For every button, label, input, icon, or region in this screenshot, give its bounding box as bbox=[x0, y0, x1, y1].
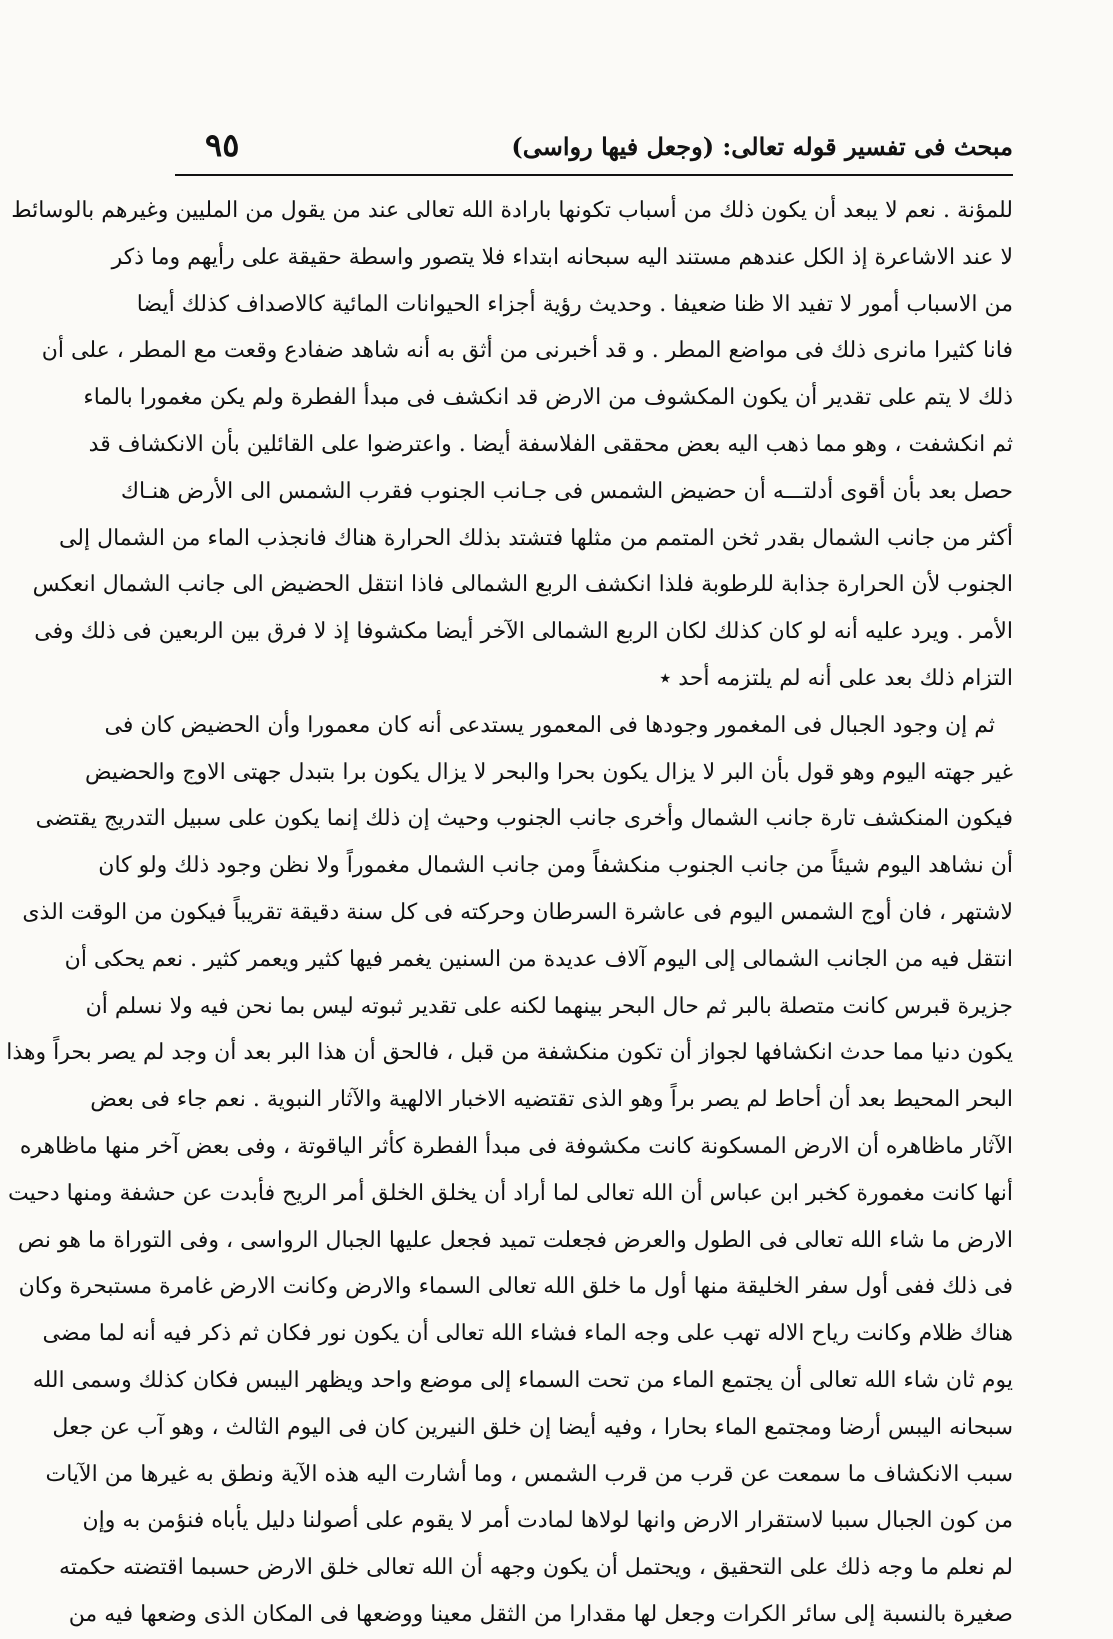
text-line: الارض ما شاء الله تعالى فى الطول والعرض فجعلت تميد فجعل عليها الجبال الرواسى ، وفى التوراة ما هو نص bbox=[17, 1227, 1013, 1253]
text-line: انتقل فيه من الجانب الشمالى إلى اليوم آلاف عديدة من السنين يغمر فيها كثير ويعمر كثير . نعم يحكى أن bbox=[64, 946, 1013, 972]
text-line: حصل بعد بأن أقوى أدلتـــه أن حضيض الشمس فى جـانب الجنوب فقرب الشمس الى الأرض هنـاك bbox=[120, 478, 1013, 504]
text-line: سبحانه اليبس أرضا ومجتمع الماء بحارا ، وفيه أيضا إن خلق النيرين كان فى اليوم الثالث ، وهو آب عن جعل bbox=[52, 1414, 1013, 1440]
text-line: جزيرة قبرس كانت متصلة بالبر ثم حال البحر بينهما لكنه على تقدير ثبوته ليس بما نحن فيه ولا نسلم أن bbox=[85, 993, 1013, 1019]
text-line: ثم إن وجود الجبال فى المغمور وجودها فى المعمور يستدعى أنه كان معمورا وأن الحضيض كان فى bbox=[104, 712, 995, 738]
text-line: الآثار ماظاهره أن الارض المسكونة كانت مكشوفة فى مبدأ الفطرة كأثر الياقوتة ، وفى بعض آخر منها ماظاهره bbox=[19, 1133, 1013, 1159]
page-header bbox=[175, 118, 1013, 176]
running-head: مبحث فى تفسير قوله تعالى: (وجعل فيها رواسى) bbox=[511, 132, 1013, 161]
text-line: التزام ذلك بعد على أنه لم يلتزمه أحد ٭ bbox=[659, 665, 1013, 691]
text-line: يوم ثان شاء الله تعالى أن يجتمع الماء من تحت السماء إلى موضع واحد ويظهر اليبس فكان كذلك وسمى الله bbox=[32, 1367, 1013, 1393]
text-line: الأمر . ويرد عليه أنه لو كان كذلك لكان الربع الشمالى الآخر أيضا مكشوفا إذ لا فرق بين الربعين فى ذلك وفى bbox=[34, 619, 1013, 645]
text-line: يكون دنيا مما حدث انكشافها لجواز أن تكون منكشفة من قبل ، فالحق أن هذا البر بعد أن وجد لم يصر بحراً وهذا bbox=[6, 1040, 1013, 1066]
text-line: سبب الانكشاف ما سمعت عن قرب من قرب الشمس ، وما أشارت اليه هذه الآية ونطق به غيرها من الآيات bbox=[45, 1461, 1013, 1487]
text-line: أنها كانت مغمورة كخبر ابن عباس أن الله تعالى لما أراد أن يخلق الخلق أمر الريح فأبدت عن حشفة ومنها دحيت bbox=[8, 1180, 1013, 1206]
text-line: لم نعلم ما وجه ذلك على التحقيق ، ويحتمل أن يكون وجهه أن الله تعالى خلق الارض حسبما اقتضته حكمته bbox=[59, 1555, 1013, 1581]
paragraph-2 bbox=[6, 703, 1013, 1639]
text-line: من الاسباب أمور لا تفيد الا ظنا ضعيفا . وحديث رؤية أجزاء الحيوانات المائية كالاصداف كذلك أيضا bbox=[136, 291, 1013, 317]
body-text bbox=[6, 188, 1013, 1639]
text-line: ثم انكشفت ، وهو مما ذهب اليه بعض محققى الفلاسفة أيضا . واعترضوا على القائلين بأن الانكشاف قد bbox=[88, 431, 1013, 457]
text-line: هناك ظلام وكانت رياح الاله تهب على وجه الماء فشاء الله تعالى أن يكون نور فكان ثم ذكر فيه أنه لما مضى bbox=[42, 1321, 1013, 1347]
header-rule bbox=[175, 174, 1013, 176]
text-line: فيكون المنكشف تارة جانب الشمال وأخرى جانب الجنوب وحيث إن ذلك إنما يكون على سبيل التدريج يقتضى bbox=[35, 806, 1013, 832]
text-line: أن نشاهد اليوم شيئاً من جانب الجنوب منكشفاً ومن جانب الشمال مغموراً ولا نظن وجود ذلك ولو كان bbox=[98, 853, 1013, 879]
page-number: ٩٥ bbox=[205, 126, 240, 164]
text-line: فى ذلك ففى أول سفر الخليقة منها أول ما خلق الله تعالى السماء والارض وكانت الارض غامرة مستبحرة وكان bbox=[18, 1274, 1013, 1300]
text-line: لا عند الاشاعرة إذ الكل عندهم مستند اليه سبحانه ابتداء فلا يتصور واسطة حقيقة على رأيهم وما ذكر bbox=[111, 244, 1013, 270]
text-line: للمؤنة . نعم لا يبعد أن يكون ذلك من أسباب تكونها بارادة الله تعالى عند من يقول من المليين وغيرهم بالوسائط bbox=[11, 198, 1013, 223]
text-line: الجنوب لأن الحرارة جذابة للرطوبة فلذا انكشف الربع الشمالى فاذا انتقل الحضيض الى جانب الشمال انعكس bbox=[32, 572, 1013, 598]
text-line: من كون الجبال سببا لاستقرار الارض وانها لولاها لمادت أمر لا يقوم على أصولنا دليل يأباه فنؤمن به وإن bbox=[82, 1508, 1013, 1534]
paragraph-1 bbox=[11, 188, 1013, 703]
text-line: لاشتهر ، فان أوج الشمس اليوم فى عاشرة السرطان وحركته فى كل سنة دقيقة تقريباً فيكون من الوقت الذى bbox=[22, 899, 1013, 925]
text-line: أكثر من جانب الشمال بقدر ثخن المتمم من مثلها فتشتد بذلك الحرارة هناك فانجذب الماء من الشمال إلى bbox=[58, 525, 1013, 551]
text-line: ذلك لا يتم على تقدير أن يكون المكشوف من الارض قد انكشف فى مبدأ الفطرة ولم يكن مغمورا بالماء bbox=[83, 385, 1013, 411]
text-line: غير جهته اليوم وهو قول بأن البر لا يزال يكون بحرا والبحر لا يزال يكون برا بتبدل جهتى الاوج والحضيض bbox=[84, 759, 1013, 785]
text-line: البحر المحيط بعد أن أحاط لم يصر براً وهو الذى تقتضيه الاخبار الالهية والآثار النبوية . نعم جاء فى بعض bbox=[90, 1087, 1013, 1113]
text-line: صغيرة بالنسبة إلى سائر الكرات وجعل لها مقدارا من الثقل معينا ووضعها فى المكان الذى وضعها فيه من bbox=[68, 1601, 1013, 1627]
text-line: فانا كثيرا مانرى ذلك فى مواضع المطر . و قد أخبرنى من أثق به أنه شاهد ضفادع وقعت مع المطر ، على أن bbox=[41, 338, 1013, 364]
